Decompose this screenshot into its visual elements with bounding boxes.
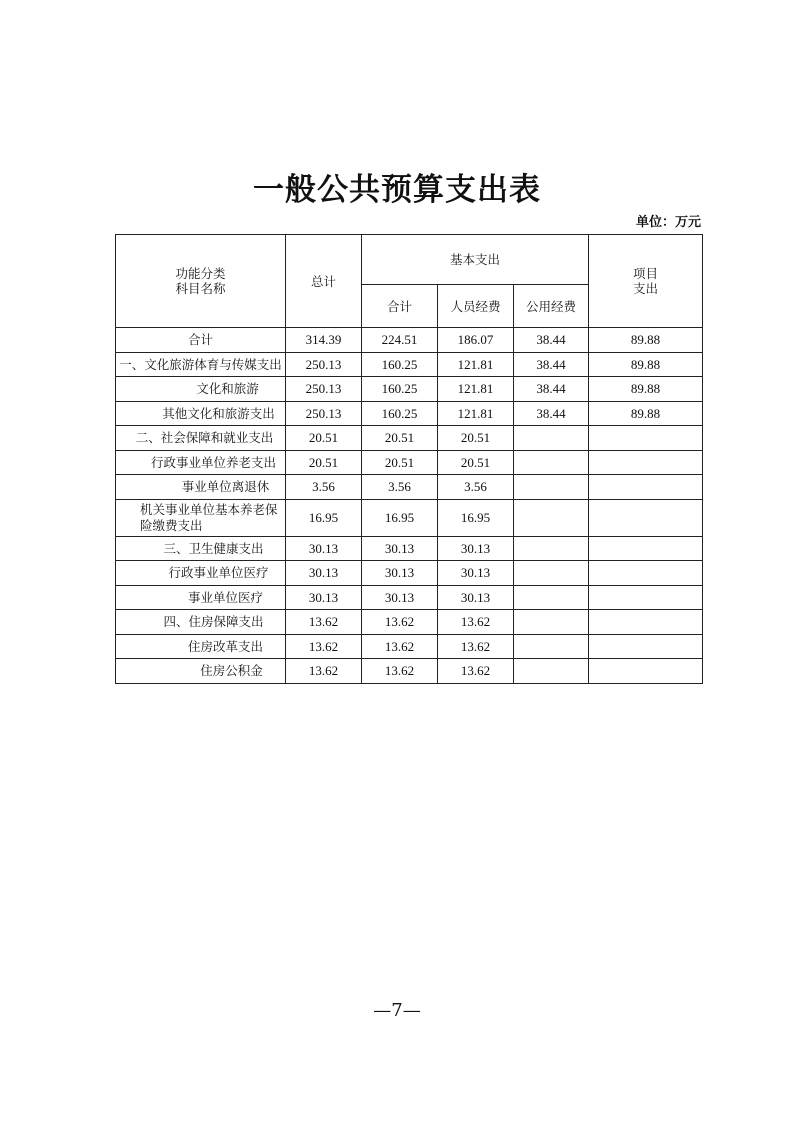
row-personnel: 13.62	[438, 659, 514, 684]
header-project-line1: 项目	[633, 266, 659, 281]
row-public: 38.44	[514, 377, 589, 402]
row-subtotal: 13.62	[362, 659, 438, 684]
row-name: 二、社会保障和就业支出	[116, 426, 286, 451]
row-total: 314.39	[286, 328, 362, 353]
row-project	[589, 536, 703, 561]
row-name: 四、住房保障支出	[116, 610, 286, 635]
row-public	[514, 634, 589, 659]
table-row	[116, 499, 703, 536]
header-project-line2: 支出	[633, 281, 659, 296]
row-public	[514, 659, 589, 684]
row-total: 20.51	[286, 450, 362, 475]
row-total: 3.56	[286, 475, 362, 500]
row-name: 事业单位离退休	[116, 475, 286, 500]
row-name: 合计	[116, 328, 286, 353]
row-total: 13.62	[286, 659, 362, 684]
row-personnel: 3.56	[438, 475, 514, 500]
row-name: 其他文化和旅游支出	[116, 401, 286, 426]
row-total: 250.13	[286, 401, 362, 426]
row-name: 一、文化旅游体育与传媒支出	[116, 352, 286, 377]
row-personnel: 16.95	[438, 499, 514, 536]
budget-table	[115, 234, 703, 684]
row-project	[589, 450, 703, 475]
table-row	[116, 377, 703, 402]
row-personnel: 13.62	[438, 610, 514, 635]
row-project	[589, 499, 703, 536]
row-public	[514, 499, 589, 536]
row-name: 事业单位医疗	[116, 585, 286, 610]
row-subtotal: 13.62	[362, 634, 438, 659]
row-project	[589, 634, 703, 659]
row-subtotal: 30.13	[362, 561, 438, 586]
row-subtotal: 160.25	[362, 377, 438, 402]
row-subtotal: 3.56	[362, 475, 438, 500]
page-title: 一般公共预算支出表	[253, 172, 541, 208]
row-project: 89.88	[589, 377, 703, 402]
row-subtotal: 20.51	[362, 450, 438, 475]
row-name: 行政事业单位医疗	[116, 561, 286, 586]
row-public: 38.44	[514, 352, 589, 377]
page-number: —7—	[373, 1000, 421, 1021]
row-total: 250.13	[286, 377, 362, 402]
row-personnel: 30.13	[438, 585, 514, 610]
row-personnel: 121.81	[438, 401, 514, 426]
header-total: 总计	[286, 235, 362, 328]
table-header	[116, 235, 703, 328]
table-row	[116, 610, 703, 635]
table-row	[116, 426, 703, 451]
table-body	[116, 328, 703, 684]
row-name: 住房改革支出	[116, 634, 286, 659]
row-subtotal: 20.51	[362, 426, 438, 451]
row-total: 13.62	[286, 610, 362, 635]
table-row	[116, 536, 703, 561]
row-name: 行政事业单位养老支出	[116, 450, 286, 475]
table-row	[116, 659, 703, 684]
row-public	[514, 450, 589, 475]
row-public	[514, 610, 589, 635]
row-public	[514, 536, 589, 561]
row-personnel: 30.13	[438, 561, 514, 586]
row-subtotal: 224.51	[362, 328, 438, 353]
row-public	[514, 585, 589, 610]
row-public: 38.44	[514, 328, 589, 353]
row-project	[589, 426, 703, 451]
row-public: 38.44	[514, 401, 589, 426]
row-personnel: 30.13	[438, 536, 514, 561]
table-row	[116, 634, 703, 659]
header-category-line1: 功能分类	[175, 266, 226, 281]
header-public: 公用经费	[514, 285, 589, 328]
row-total: 20.51	[286, 426, 362, 451]
row-name: 文化和旅游	[116, 377, 286, 402]
table-row	[116, 585, 703, 610]
row-subtotal: 160.25	[362, 401, 438, 426]
table-row	[116, 450, 703, 475]
row-subtotal: 30.13	[362, 585, 438, 610]
row-project	[589, 585, 703, 610]
row-name: 机关事业单位基本养老保险缴费支出	[116, 499, 286, 536]
row-project	[589, 561, 703, 586]
row-project: 89.88	[589, 328, 703, 353]
row-project: 89.88	[589, 352, 703, 377]
table-row	[116, 401, 703, 426]
row-public	[514, 426, 589, 451]
row-subtotal: 16.95	[362, 499, 438, 536]
header-category	[116, 235, 286, 328]
row-personnel: 20.51	[438, 450, 514, 475]
row-personnel: 13.62	[438, 634, 514, 659]
header-subtotal: 合计	[362, 285, 438, 328]
table-row	[116, 561, 703, 586]
row-project	[589, 475, 703, 500]
header-basic: 基本支出	[362, 235, 589, 285]
row-total: 250.13	[286, 352, 362, 377]
row-public	[514, 475, 589, 500]
row-name: 住房公积金	[116, 659, 286, 684]
row-personnel: 20.51	[438, 426, 514, 451]
table-row	[116, 352, 703, 377]
row-personnel: 121.81	[438, 352, 514, 377]
row-project	[589, 659, 703, 684]
header-category-line2: 科目名称	[175, 281, 226, 296]
row-personnel: 121.81	[438, 377, 514, 402]
row-subtotal: 30.13	[362, 536, 438, 561]
header-personnel: 人员经费	[438, 285, 514, 328]
row-total: 13.62	[286, 634, 362, 659]
row-public	[514, 561, 589, 586]
row-name: 三、卫生健康支出	[116, 536, 286, 561]
header-project	[589, 235, 703, 328]
row-subtotal: 13.62	[362, 610, 438, 635]
table-row	[116, 475, 703, 500]
table-row	[116, 328, 703, 353]
row-total: 30.13	[286, 536, 362, 561]
unit-label: 单位：万元	[635, 215, 701, 230]
row-personnel: 186.07	[438, 328, 514, 353]
row-subtotal: 160.25	[362, 352, 438, 377]
row-total: 30.13	[286, 561, 362, 586]
row-total: 30.13	[286, 585, 362, 610]
row-total: 16.95	[286, 499, 362, 536]
row-project: 89.88	[589, 401, 703, 426]
row-project	[589, 610, 703, 635]
